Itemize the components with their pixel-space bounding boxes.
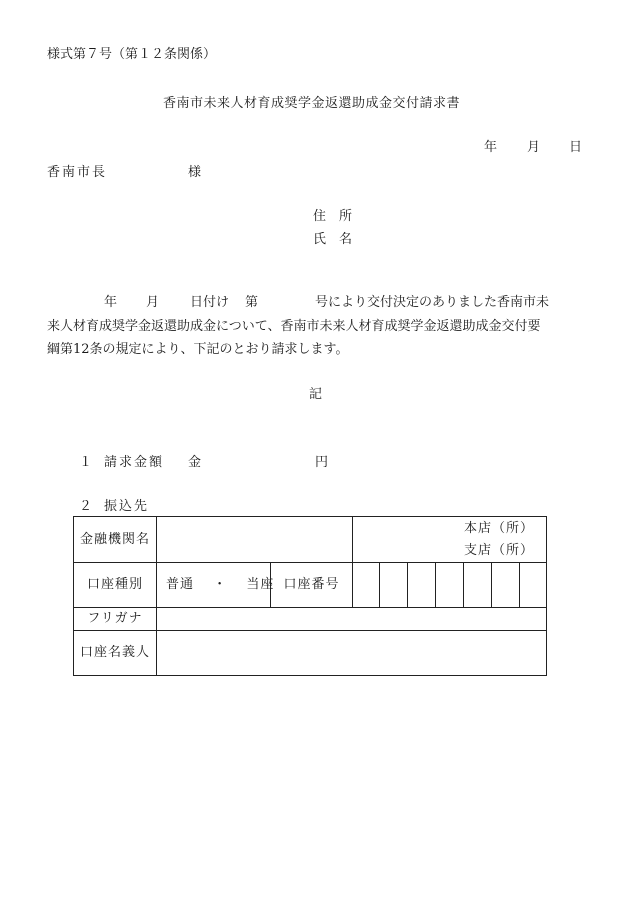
form-number: 様式第７号（第１２条関係） (47, 47, 217, 62)
row-holder (74, 631, 547, 676)
account-type-label: 口座種別 (74, 563, 157, 608)
body-year: 年 (104, 295, 118, 310)
account-digit-6[interactable] (492, 563, 520, 608)
body-number-suffix: 号により交付決定のありました香南市未 (315, 295, 550, 310)
body-line-3: 綱第12条の規定により、下記のとおり請求します。 (47, 342, 349, 357)
institution-label: 金融機関名 (74, 517, 157, 563)
applicant-name-label: 氏 名 (313, 232, 353, 247)
account-digit-1[interactable] (353, 563, 380, 608)
row-furigana (74, 608, 547, 631)
body-line-2: 来人材育成奨学金返還助成金について、香南市未来人材育成奨学金返還助成金交付要 (47, 319, 541, 334)
account-digit-3[interactable] (408, 563, 436, 608)
item2-number: ２ (79, 499, 93, 514)
branch-office-label: 支店（所） (463, 542, 534, 558)
institution-input[interactable] (157, 517, 353, 563)
applicant-address-label: 住 所 (313, 209, 353, 224)
head-office-label: 本店（所） (463, 520, 534, 536)
account-type-separator: ・ (213, 577, 228, 592)
bank-transfer-table (73, 516, 547, 676)
account-type-current[interactable]: 当座 (246, 577, 275, 592)
body-month: 月 (146, 295, 160, 310)
body-day-dated: 日付け (190, 295, 230, 310)
account-digit-5[interactable] (464, 563, 492, 608)
branch-cell[interactable] (353, 517, 547, 563)
addressee-honorific: 様 (188, 165, 202, 180)
date-day: 日 (569, 140, 583, 155)
account-type-ordinary[interactable]: 普通 (166, 577, 195, 592)
row-institution (74, 517, 547, 563)
furigana-input[interactable] (157, 608, 547, 631)
addressee-mayor: 香南市長 (47, 165, 108, 180)
item1-kin: 金 (188, 455, 202, 470)
holder-input[interactable] (157, 631, 547, 676)
body-number-prefix: 第 (245, 295, 259, 310)
date-year: 年 (484, 140, 498, 155)
holder-label: 口座名義人 (74, 631, 157, 676)
document-title: 香南市未来人材育成奨学金返還助成金交付請求書 (163, 96, 461, 111)
furigana-label: フリガナ (74, 608, 157, 631)
account-digit-7[interactable] (520, 563, 547, 608)
ki-marker: 記 (309, 387, 323, 402)
account-digit-2[interactable] (380, 563, 408, 608)
account-number-label: 口座番号 (271, 563, 353, 608)
account-type-options[interactable] (157, 563, 275, 608)
row-account (74, 563, 547, 608)
account-digit-4[interactable] (436, 563, 464, 608)
item1-label: 請求金額 (104, 455, 165, 470)
item1-number: １ (79, 455, 93, 470)
item1-yen: 円 (315, 455, 329, 470)
date-month: 月 (527, 140, 541, 155)
item2-label: 振込先 (104, 499, 150, 514)
